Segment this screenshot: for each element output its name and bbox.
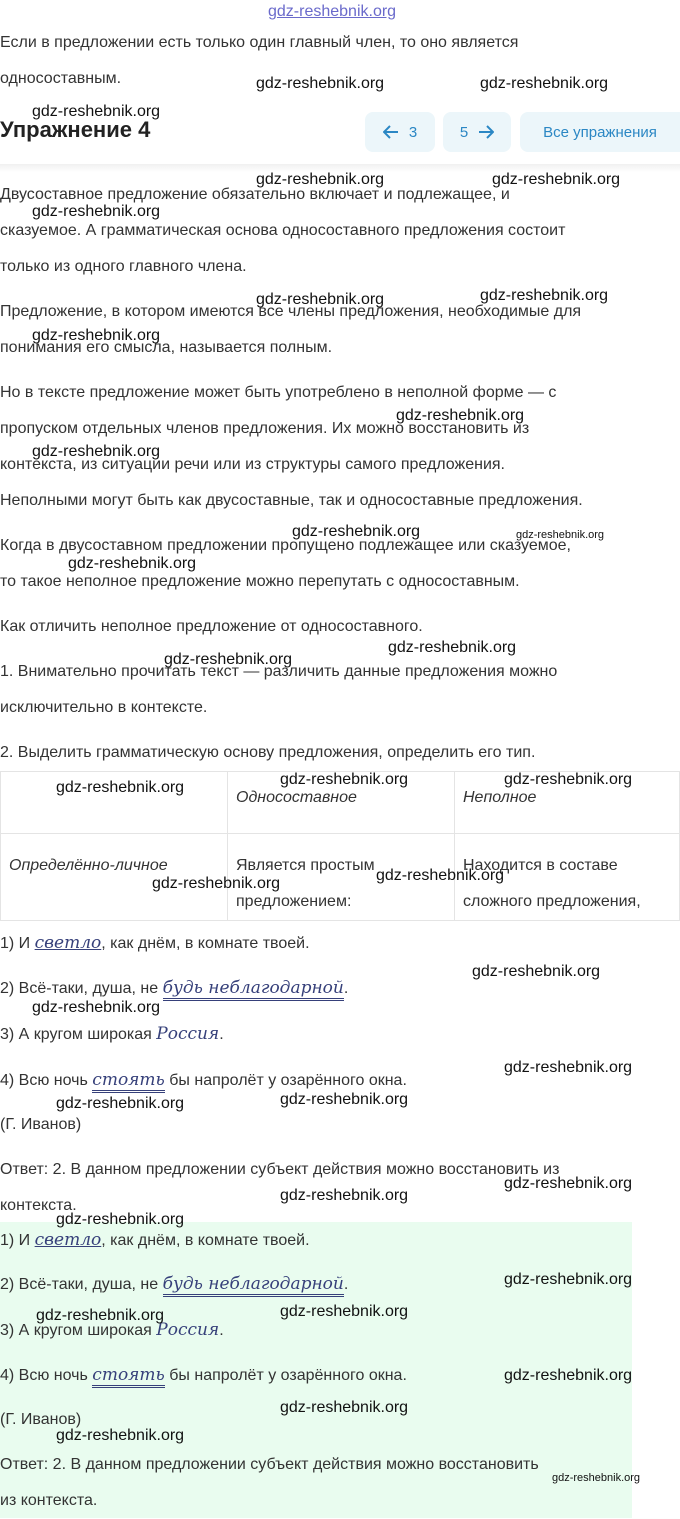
watermark: gdz-reshebnik.org xyxy=(292,523,421,540)
watermark: gdz-reshebnik.org xyxy=(56,1427,185,1444)
all-exercises-button[interactable] xyxy=(520,112,680,152)
exercise-answer: Ответ: 2. В данном предложении субъект действия можно восстановить из xyxy=(0,1161,560,1178)
watermark: gdz-reshebnik.org xyxy=(280,1303,409,1320)
theory-text: Когда в двусоставном предложении пропущено подлежащее или сказуемое, xyxy=(0,537,571,554)
watermark: gdz-reshebnik.org xyxy=(256,291,385,308)
theory-text: только из одного главного члена. xyxy=(0,258,247,275)
theory-text: Двусоставное предложение обязательно включает и подлежащее, и xyxy=(0,186,510,203)
theory-text: сказуемое. А грамматическая основа односоставного предложения состоит xyxy=(0,222,566,239)
watermark: gdz-reshebnik.org xyxy=(516,529,605,541)
watermark: gdz-reshebnik.org xyxy=(256,75,385,92)
watermark: gdz-reshebnik.org xyxy=(504,1367,633,1384)
table-header-cell: Неполное xyxy=(455,772,680,834)
subject-word: Россия xyxy=(156,1320,220,1340)
theory-text: контекста, из ситуации речи или из структуры самого предложения. xyxy=(0,456,505,473)
watermark: gdz-reshebnik.org xyxy=(480,287,609,304)
table-cell-line: Является простым xyxy=(236,857,375,874)
watermark: gdz-reshebnik.org xyxy=(32,203,161,220)
predicate-word: стоять xyxy=(92,1365,165,1388)
arrow-right-icon xyxy=(478,125,494,139)
watermark: gdz-reshebnik.org xyxy=(280,1187,409,1204)
watermark-top: gdz-reshebnik.org xyxy=(268,3,397,20)
watermark: gdz-reshebnik.org xyxy=(480,75,609,92)
predicate-word: стоять xyxy=(92,1070,165,1093)
exercise-sentence: 3) А кругом широкая Россия. xyxy=(0,1024,224,1044)
answer-author: (Г. Иванов) xyxy=(0,1411,82,1428)
theory-text: Предложение, в котором имеются все члены предложения, необходимые для xyxy=(0,303,582,320)
watermark: gdz-reshebnik.org xyxy=(164,651,293,668)
watermark: gdz-reshebnik.org xyxy=(280,1091,409,1108)
watermark: gdz-reshebnik.org xyxy=(472,963,601,980)
watermark: gdz-reshebnik.org xyxy=(504,1175,633,1192)
table-cell: Определённо-личное xyxy=(1,834,228,921)
watermark: gdz-reshebnik.org xyxy=(32,999,161,1016)
watermark: gdz-reshebnik.org xyxy=(280,771,409,788)
exercise-sentence: 1) И светло, как днём, в комнате твоей. xyxy=(0,933,310,953)
answer-sentence: 3) А кругом широкая Россия. xyxy=(0,1320,224,1340)
watermark: gdz-reshebnik.org xyxy=(552,1472,641,1484)
theory-text: понимания его смысла, называется полным. xyxy=(0,339,333,356)
exercise-author: (Г. Иванов) xyxy=(0,1116,82,1133)
all-exercises-label: Все упражнения xyxy=(543,123,657,141)
watermark: gdz-reshebnik.org xyxy=(68,555,197,572)
theory-text: то такое неполное предложение можно перепутать с односоставным. xyxy=(0,573,520,590)
arrow-left-icon xyxy=(383,125,399,139)
subject-word: светло xyxy=(34,933,102,953)
prev-exercise-label: 3 xyxy=(408,123,418,141)
answer-text: Ответ: 2. В данном предложении субъект действия можно восстановить xyxy=(0,1456,539,1473)
theory-text: пропуском отдельных членов предложения. Их можно восстановить из xyxy=(0,420,530,437)
answer-sentence: 2) Всё-таки, душа, не будь неблагодарной. xyxy=(0,1266,680,1303)
exercise-sentence: 4) Всю ночь стоять бы напролёт у озарённого окна. xyxy=(0,1062,680,1099)
exercise-answer: контекста. xyxy=(0,1197,77,1214)
watermark: gdz-reshebnik.org xyxy=(32,443,161,460)
watermark: gdz-reshebnik.org xyxy=(396,407,525,424)
table-cell-line: Находится в составе xyxy=(463,857,618,874)
theory-text: Но в тексте предложение может быть употреблено в неполной форме — с xyxy=(0,384,557,401)
watermark: gdz-reshebnik.org xyxy=(504,1059,633,1076)
exercise-sentence: 2) Всё-таки, душа, не будь неблагодарной. xyxy=(0,970,680,1007)
theory-text: Неполными могут быть как двусоставные, так и односоставные предложения. xyxy=(0,492,583,509)
watermark: gdz-reshebnik.org xyxy=(56,1211,185,1228)
theory-step: 1. Внимательно прочитать текст — различить данные предложения можно xyxy=(0,663,558,680)
intro-text: Если в предложении есть только один главный член, то оно является xyxy=(0,34,519,51)
table-cell-line: сложного предложения, xyxy=(463,893,641,910)
watermark: gdz-reshebnik.org xyxy=(504,1271,633,1288)
watermark: gdz-reshebnik.org xyxy=(32,103,161,120)
theory-step: 2. Выделить грамматическую основу предложения, определить его тип. xyxy=(0,744,536,761)
theory-text: Как отличить неполное предложение от односоставного. xyxy=(0,618,423,635)
subject-word: Россия xyxy=(156,1024,220,1044)
watermark: gdz-reshebnik.org xyxy=(56,1095,185,1112)
table-cell-line: предложением: xyxy=(236,893,352,910)
watermark: gdz-reshebnik.org xyxy=(56,779,185,796)
answer-sentence: 1) И светло, как днём, в комнате твоей. xyxy=(0,1230,310,1250)
watermark: gdz-reshebnik.org xyxy=(492,171,621,188)
page-title: Упражнение 4 xyxy=(0,117,151,142)
predicate-phrase: будь неблагодарной xyxy=(163,978,344,1001)
watermark: gdz-reshebnik.org xyxy=(36,1307,165,1324)
prev-exercise-button[interactable] xyxy=(365,112,435,152)
answer-text: из контекста. xyxy=(0,1492,98,1509)
intro-text: односоставным. xyxy=(0,70,122,87)
watermark: gdz-reshebnik.org xyxy=(256,171,385,188)
answer-sentence: 4) Всю ночь стоять бы напролёт у озарённого окна. xyxy=(0,1357,680,1394)
watermark: gdz-reshebnik.org xyxy=(152,875,281,892)
table-header-cell: Односоставное xyxy=(228,772,455,834)
predicate-phrase: будь неблагодарной xyxy=(163,1274,344,1297)
subject-word: светло xyxy=(34,1230,102,1250)
watermark: gdz-reshebnik.org xyxy=(32,327,161,344)
theory-step: исключительно в контексте. xyxy=(0,699,208,716)
next-exercise-label: 5 xyxy=(459,123,469,141)
watermark: gdz-reshebnik.org xyxy=(376,867,505,884)
watermark: gdz-reshebnik.org xyxy=(504,771,633,788)
watermark: gdz-reshebnik.org xyxy=(388,639,517,656)
next-exercise-button[interactable] xyxy=(443,112,511,152)
watermark: gdz-reshebnik.org xyxy=(280,1399,409,1416)
